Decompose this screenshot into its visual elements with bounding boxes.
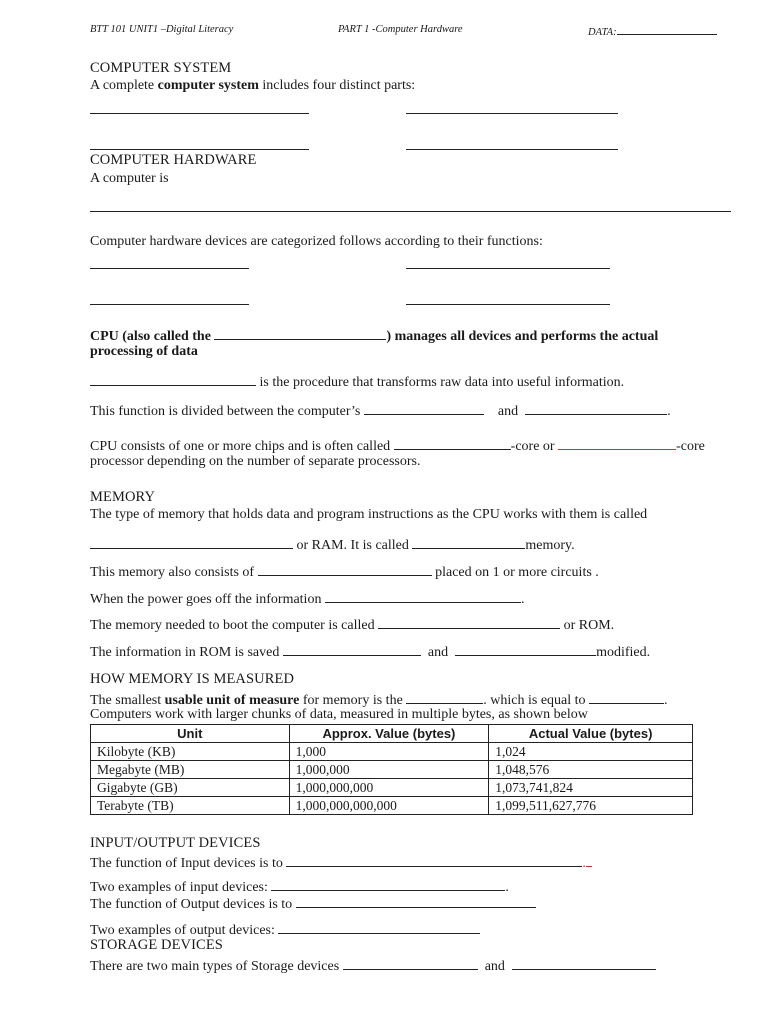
- consists-blank[interactable]: [258, 562, 432, 576]
- computer-system-heading: COMPUTER SYSTEM: [90, 60, 232, 76]
- memory-units-table: [90, 724, 693, 815]
- cpu-divided: This function is divided between the computer’s and .: [90, 401, 671, 420]
- input-function-blank[interactable]: [286, 853, 582, 867]
- io-input-function: The function of Input devices is to .: [90, 853, 592, 872]
- ram-blank-2[interactable]: [412, 535, 525, 549]
- date-blank[interactable]: [617, 24, 717, 35]
- date-label: DATA:: [588, 24, 717, 38]
- table-cell: 1,000,000,000,000: [289, 797, 489, 815]
- storage-type-blank-2[interactable]: [512, 956, 656, 970]
- output-function-blank[interactable]: [296, 894, 536, 908]
- course-title: BTT 101 UNIT1 –Digital Literacy: [90, 24, 234, 35]
- table-row: [91, 743, 693, 761]
- memory-heading: MEMORY: [90, 489, 156, 505]
- cpu-chips: CPU consists of one or more chips and is often called -core or -core: [90, 436, 705, 455]
- computer-system-intro: A complete computer system includes four distinct parts:: [90, 78, 416, 93]
- io-heading: INPUT/OUTPUT DEVICES: [90, 835, 261, 851]
- storage-type-blank-1[interactable]: [343, 956, 478, 970]
- category-blank-1[interactable]: [90, 268, 249, 269]
- system-part-blank-3[interactable]: [90, 149, 309, 150]
- memory-ram: or RAM. It is called memory.: [90, 535, 575, 554]
- category-blank-4[interactable]: [406, 304, 610, 305]
- memory-consists: This memory also consists of placed on 1 or more circuits .: [90, 562, 599, 581]
- io-output-function: The function of Output devices is to: [90, 894, 536, 913]
- table-cell: Kilobyte (KB): [91, 743, 290, 761]
- table-cell: Megabyte (MB): [91, 761, 290, 779]
- category-blank-3[interactable]: [90, 304, 249, 305]
- io-input-examples: Two examples of input devices: .: [90, 877, 509, 896]
- input-examples-blank[interactable]: [271, 877, 505, 891]
- part-title: PART 1 -Computer Hardware: [338, 24, 463, 35]
- table-row: [91, 797, 693, 815]
- output-examples-blank[interactable]: [278, 920, 480, 934]
- io-output-examples: Two examples of output devices:: [90, 920, 480, 939]
- table-cell: 1,000,000,000: [289, 779, 489, 797]
- cpu-alias-blank[interactable]: [214, 326, 386, 340]
- definition-blank[interactable]: [90, 211, 731, 212]
- cpu-chips-cont: processor depending on the number of separate processors.: [90, 454, 421, 469]
- procedure-blank[interactable]: [90, 372, 256, 386]
- system-part-blank-4[interactable]: [406, 149, 618, 150]
- table-header: Approx. Value (bytes): [289, 725, 489, 743]
- table-cell: 1,000,000: [289, 761, 489, 779]
- system-part-blank-2[interactable]: [406, 113, 618, 114]
- table-cell: 1,000: [289, 743, 489, 761]
- table-cell: 1,099,511,627,776: [489, 797, 693, 815]
- cpu-procedure: is the procedure that transforms raw data into useful information.: [90, 372, 624, 391]
- table-row: [91, 779, 693, 797]
- computer-hardware-heading: COMPUTER HARDWARE: [90, 152, 257, 168]
- rom-blank-2[interactable]: [455, 642, 596, 656]
- cpu-heading: CPU (also called the ) manages all devices and performs the actual: [90, 326, 658, 345]
- category-blank-2[interactable]: [406, 268, 610, 269]
- table-cell: 1,073,741,824: [489, 779, 693, 797]
- core-blank-2[interactable]: [558, 436, 676, 450]
- power-blank[interactable]: [325, 589, 521, 603]
- memory-boot: The memory needed to boot the computer is called or ROM.: [90, 615, 614, 634]
- ram-blank-1[interactable]: [90, 535, 293, 549]
- storage-heading: STORAGE DEVICES: [90, 937, 223, 953]
- table-cell: Terabyte (TB): [91, 797, 290, 815]
- memory-rom: The information in ROM is saved and modified.: [90, 642, 650, 661]
- measured-heading: HOW MEMORY IS MEASURED: [90, 671, 295, 687]
- input-function-mark: [586, 853, 592, 867]
- table-header: Unit: [91, 725, 290, 743]
- measured-chunks: Computers work with larger chunks of data, measured in multiple bytes, as shown below: [90, 707, 588, 722]
- table-cell: 1,048,576: [489, 761, 693, 779]
- divided-blank-1[interactable]: [364, 401, 484, 415]
- cpu-heading-cont: processing of data: [90, 344, 198, 359]
- table-row: [91, 761, 693, 779]
- storage-types: There are two main types of Storage devices and: [90, 956, 656, 975]
- table-cell: 1,024: [489, 743, 693, 761]
- system-part-blank-1[interactable]: [90, 113, 309, 114]
- table-header-row: [91, 725, 693, 743]
- memory-line1: The type of memory that holds data and program instructions as the CPU works with them is called: [90, 507, 648, 522]
- core-blank-1[interactable]: [394, 436, 511, 450]
- hardware-categorized: Computer hardware devices are categorized follows according to their functions:: [90, 234, 543, 249]
- measured-smallest: The smallest usable unit of measure for memory is the . which is equal to .: [90, 690, 668, 709]
- smallest-unit-blank[interactable]: [406, 690, 483, 704]
- memory-power: When the power goes off the information .: [90, 589, 524, 608]
- table-cell: Gigabyte (GB): [91, 779, 290, 797]
- rom-blank-1[interactable]: [283, 642, 421, 656]
- divided-blank-2[interactable]: [525, 401, 667, 415]
- table-header: Actual Value (bytes): [489, 725, 693, 743]
- computer-definition: A computer is: [90, 171, 169, 186]
- equal-blank[interactable]: [589, 690, 664, 704]
- boot-blank[interactable]: [378, 615, 560, 629]
